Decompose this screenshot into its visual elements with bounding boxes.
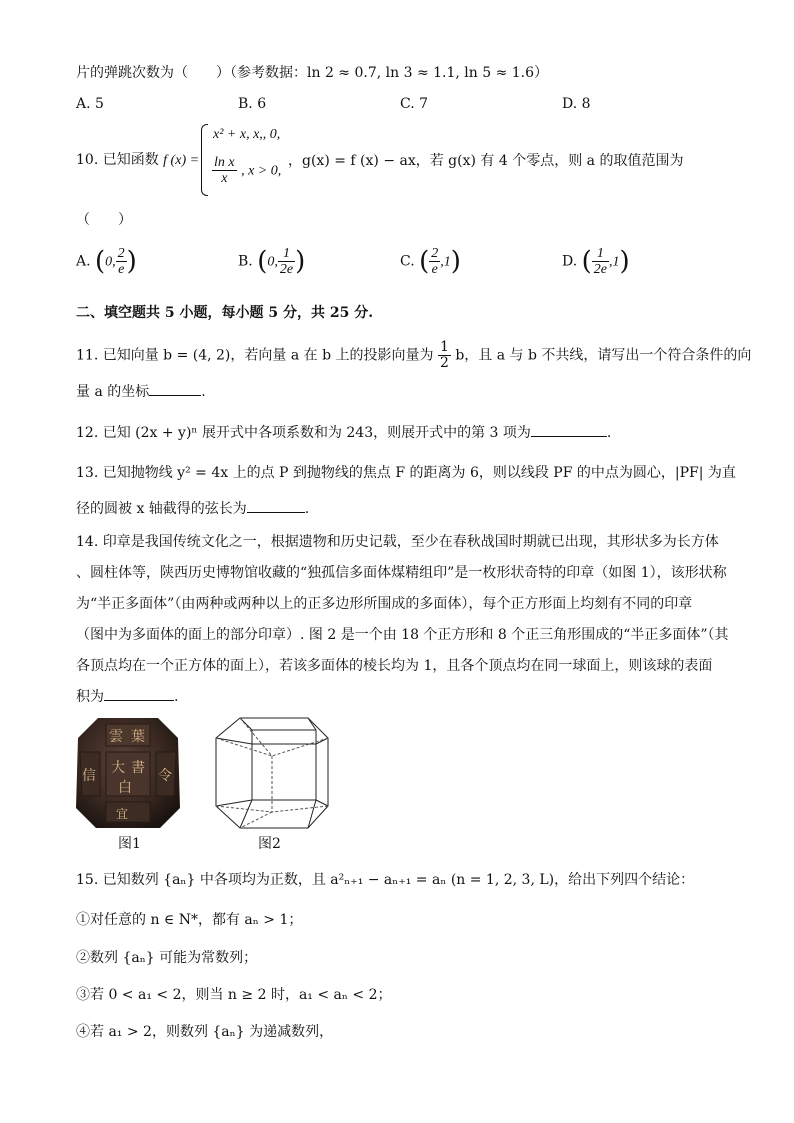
q14-line2: 、圆柱体等，陕西历史博物馆收藏的“独孤信多面体煤精组印”是一枚形状奇特的印章（如图 1），该形状称 bbox=[76, 565, 727, 581]
q10-prefix bbox=[76, 150, 199, 171]
q10-option-b: B. (0, $\frac{1}{2e}$ ) bbox=[238, 246, 306, 277]
q12-text: 12. 已知 (2x + y)ⁿ 展开式中各项系数和为 243，则展开式中的第 3 项为 bbox=[76, 425, 531, 441]
q11-fraction bbox=[438, 340, 451, 371]
option-denominator: e bbox=[118, 262, 125, 277]
q10-case2-condition: , x > 0, bbox=[241, 163, 282, 179]
seal-char: 書 bbox=[131, 760, 145, 776]
figure1-seal-photo bbox=[76, 716, 180, 830]
q13-line2: 径的圆被 x 轴截得的弦长为 . bbox=[76, 501, 310, 517]
option-label: B. bbox=[238, 253, 253, 270]
q11-line1 bbox=[76, 340, 751, 371]
figure1-caption: 图1 bbox=[118, 836, 141, 852]
seal-char: 令 bbox=[158, 768, 172, 784]
figure2-caption: 图2 bbox=[258, 836, 281, 852]
q14-line6: 积为 . bbox=[76, 689, 179, 705]
q10-option-c: C. ( $\frac{2}{e}$ ,1) bbox=[400, 246, 461, 277]
q10-fx: f (x) = bbox=[163, 153, 200, 168]
option-label: A. bbox=[76, 253, 91, 270]
seal-char: 信 bbox=[82, 768, 96, 784]
q11-text-b: b，且 a 与 b 不共线，请写出一个符合条件的向 bbox=[455, 347, 752, 364]
seal-char: 白 bbox=[118, 780, 132, 796]
seal-char: 葉 bbox=[131, 729, 145, 745]
option-numerator: 1 bbox=[592, 246, 609, 262]
option-label: D. bbox=[562, 253, 578, 270]
option-numerator: 2 bbox=[431, 246, 439, 261]
q10-case2-numerator: ln x bbox=[214, 155, 235, 170]
q14-line1: 14. 印章是我国传统文化之一，根据遗物和历史记载，至少在春秋战国时期就已出现，其形状多为长方体 bbox=[76, 534, 719, 550]
q13-line1: 13. 已知抛物线 y² = 4x 上的点 P 到抛物线的焦点 F 的距离为 6，则以线段 PF 的中点为圆心，|PF| 为直 bbox=[76, 465, 736, 481]
option-right: ,1 bbox=[440, 254, 451, 270]
option-denominator: 2e bbox=[279, 262, 294, 277]
option-numerator: 2 bbox=[117, 246, 125, 261]
seal-char: 大 bbox=[111, 760, 125, 776]
q11-line2: 量 a 的坐标 . bbox=[76, 384, 206, 400]
q10-case2 bbox=[212, 155, 281, 186]
q10-case1: x² + x, x,, 0, bbox=[213, 127, 281, 142]
q14-line5: 各顶点均在一个正方体的面上），若该多面体的棱长均为 1，且各个顶点均在同一球面上，则该球的表面 bbox=[76, 658, 713, 674]
q13-answer-blank[interactable] bbox=[247, 500, 305, 513]
q9-option-b: B. 6 bbox=[238, 96, 267, 112]
q9-option-c: C. 7 bbox=[400, 96, 429, 112]
q10-piecewise-brace bbox=[201, 124, 208, 196]
q10-number-text: 10. 已知函数 bbox=[76, 152, 159, 168]
option-left: 0, bbox=[267, 254, 278, 270]
q9-option-d: D. 8 bbox=[562, 96, 591, 112]
q15-conclusion-2: ②数列 {aₙ} 可能为常数列； bbox=[76, 950, 258, 966]
seal-char: 宜 bbox=[116, 807, 129, 821]
option-right: ,1 bbox=[609, 254, 620, 270]
q12-answer-blank[interactable] bbox=[531, 424, 607, 437]
q14-line3: 为“半正多面体”（由两种或两种以上的正多边形所围成的多面体），每个正方形面上均刻有不同的印章 bbox=[76, 596, 693, 612]
q11-line2-text: 量 a 的坐标 bbox=[76, 384, 150, 400]
q10-case2-fraction bbox=[212, 155, 237, 186]
q10-option-d: D. ( $\frac{1}{2e}$ ,1) bbox=[562, 246, 630, 277]
figure2-polyhedron-diagram bbox=[212, 716, 330, 832]
q11-text-a: 11. 已知向量 b = (4, 2)，若向量 a 在 b 上的投影向量为 bbox=[76, 347, 434, 364]
q13-line2-text: 径的圆被 x 轴截得的弦长为 bbox=[76, 501, 247, 517]
section-heading: 二、填空题共 5 小题，每小题 5 分，共 25 分. bbox=[76, 305, 374, 321]
q10-middle-text: ，g(x) = f (x) − ax，若 g(x) 有 4 个零点，则 a 的取值范围为 bbox=[288, 153, 684, 169]
q15-conclusion-4: ④若 a₁ > 2，则数列 {aₙ} 为递减数列， bbox=[76, 1024, 334, 1040]
q10-case2-denominator: x bbox=[221, 171, 228, 186]
option-numerator: 1 bbox=[278, 246, 295, 262]
q14-line6-text: 积为 bbox=[76, 689, 104, 705]
q9-tail-text: 片的弹跳次数为（ ）（参考数据：ln 2 ≈ 0.7, ln 3 ≈ 1.1, ln 5 ≈ 1.6） bbox=[76, 65, 549, 81]
option-left: 0, bbox=[105, 254, 116, 270]
q15-conclusion-1: ①对任意的 n ∈ N*，都有 aₙ > 1； bbox=[76, 912, 303, 928]
q10-answer-paren: （ ） bbox=[76, 212, 132, 228]
option-label: C. bbox=[400, 253, 415, 270]
q12-line: 12. 已知 (2x + y)ⁿ 展开式中各项系数和为 243，则展开式中的第 3 项为 . bbox=[76, 425, 612, 441]
q11-frac-denominator: 2 bbox=[439, 355, 449, 371]
q10-option-a: A. (0, $\frac{2}{e}$ ) bbox=[76, 246, 137, 277]
q14-answer-blank[interactable] bbox=[104, 688, 174, 701]
q11-frac-numerator: 1 bbox=[439, 339, 449, 355]
q11-answer-blank[interactable] bbox=[149, 383, 201, 396]
option-denominator: e bbox=[431, 262, 438, 277]
seal-char: 雲 bbox=[109, 729, 123, 745]
option-denominator: 2e bbox=[593, 262, 608, 277]
q9-option-a: A. 5 bbox=[76, 96, 104, 112]
q14-line4: （图中为多面体的面上的部分印章）. 图 2 是一个由 18 个正方形和 8 个正三角形围成的“半正多面体”（其 bbox=[76, 627, 729, 643]
q15-intro: 15. 已知数列 {aₙ} 中各项均为正数，且 a²ₙ₊₁ − aₙ₊₁ = aₙ (n = 1, 2, 3, L)，给出下列四个结论： bbox=[76, 872, 695, 888]
q15-conclusion-3: ③若 0 < a₁ < 2，则当 n ≥ 2 时，a₁ < aₙ < 2； bbox=[76, 987, 392, 1003]
